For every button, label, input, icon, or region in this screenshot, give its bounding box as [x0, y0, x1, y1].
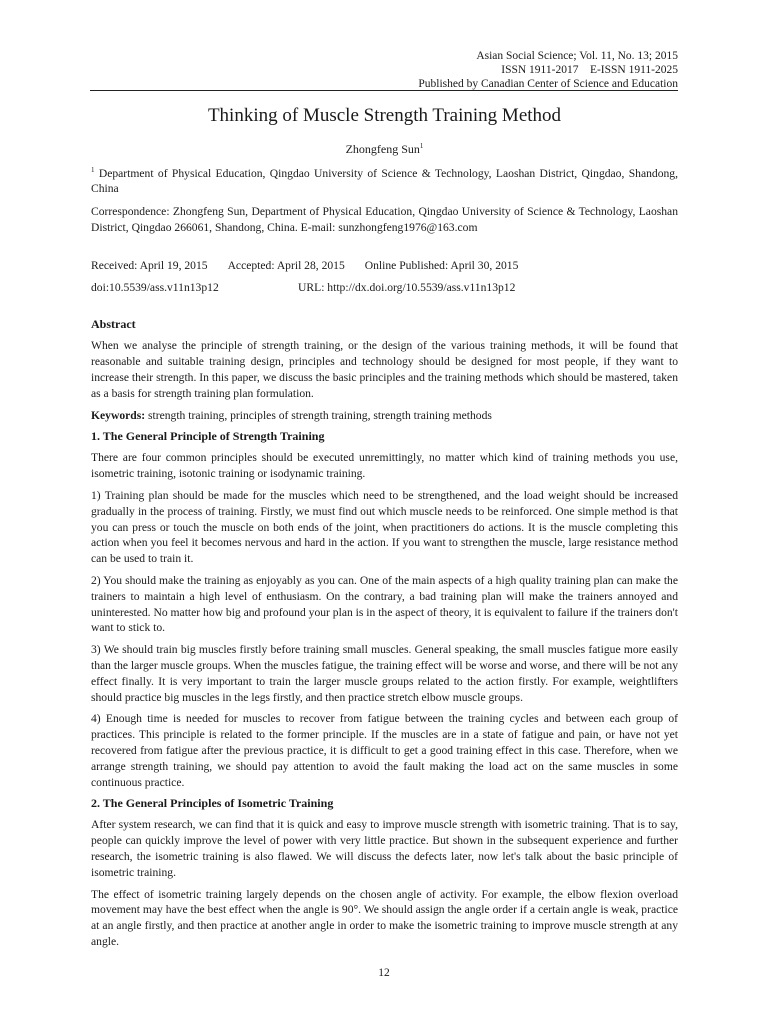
journal-citation: Asian Social Science; Vol. 11, No. 13; 2015: [476, 50, 678, 62]
author-name: Zhongfeng Sun: [345, 142, 420, 156]
received-date: Received: April 19, 2015: [91, 258, 208, 272]
keywords-label: Keywords:: [91, 408, 146, 422]
header-rule: [90, 90, 678, 91]
paper-title: Thinking of Muscle Strength Training Method: [207, 105, 562, 126]
section-1-paragraph: There are four common principles should be executed unremittingly, no matter which kind of training methods you use, isometric training, isotonic training or isodynamic training.: [91, 451, 678, 481]
keywords: [91, 408, 678, 424]
section-1-paragraph: 1) Training plan should be made for the muscles which need to be strengthened, and the load weight should be increased gradually in the process of training. Firstly, we must find out which muscle needs to be reinforced. One simple method is that you can press or touch the muscle on both ends of the joint, when practitioners do actions. It is the muscle completing this action when you feel it becomes nervous and hard in the action. If you want to strengthen the muscle, large resistance method can be used to train it.: [91, 489, 678, 566]
affiliation-superscript: 1: [91, 165, 95, 174]
journal-publisher: Published by Canadian Center of Science and Education: [418, 78, 678, 90]
doi-line: [91, 280, 678, 296]
journal-header: [90, 49, 678, 91]
accepted-date: Accepted: April 28, 2015: [227, 258, 345, 272]
doi-text: doi:10.5539/ass.v11n13p12: [91, 280, 219, 294]
affiliation-text: Department of Physical Education, Qingdao University of Science & Technology, Laoshan District, Qingdao, Shandong, China: [91, 166, 678, 196]
abstract-text: When we analyse the principle of strength training, or the design of the various training methods, it will be found that reasonable and suitable training design, principles and technology should be designed for most people, if they want to increase their strength. In this paper, we discuss the basic principles and the training methods which should be mastered, taken as a basis for strength training plan formulation.: [91, 339, 678, 400]
paper-content: [91, 104, 678, 956]
section-1-heading: 1. The General Principle of Strength Training: [91, 429, 325, 444]
section-1-paragraph: 4) Enough time is needed for muscles to recover from fatigue between the training cycles and between each group of practices. This principle is related to the former principle. If the muscles are in a state of fatigue and pain, or have not yet recovered from fatigue after the previous practice, it is difficult to get a good training effect in this case. Therefore, when we arrange strength training, we should pay attention to avoid the fault making the load act on the same muscles in some continuous practice.: [91, 712, 678, 789]
section-1-paragraph: 3) We should train big muscles firstly before training small muscles. General speaking, the small muscles fatigue more easily than the larger muscle groups. When the muscles fatigue, the training effect will be worse and worse, and there will be not any effect finally. It is very important to train the larger muscle groups related to the action firstly. For example, weightlifters should practice big muscles in the legs firstly, and then practice stretch elbow muscle groups.: [91, 643, 678, 704]
section-2-paragraph: The effect of isometric training largely depends on the chosen angle of activity. For example, the elbow flexion overload movement may have the best effect when the angle is 90°. We should assign the angle order if a certain angle is weak, practice at an angle firstly, and then practice at another angle in order to make the isometric training to improve muscle strength at any angle.: [91, 887, 678, 948]
section-2-heading: 2. The General Principles of Isometric Training: [91, 796, 334, 811]
author-line: [91, 139, 678, 158]
url-link[interactable]: URL: http://dx.doi.org/10.5539/ass.v11n13p12: [298, 280, 516, 294]
author-superscript: 1: [419, 142, 424, 150]
keywords-text: strength training, principles of strength training, strength training methods: [145, 408, 492, 422]
affiliation: [91, 163, 678, 197]
section-2-paragraph: After system research, we can find that it is quick and easy to improve muscle strength with isometric training. That is to say, people can quickly improve the level of power with very little practice. But shown in the subsequent experience and further research, the isometric training is also flawed. We will discuss the defects later, now let's talk about the basic principle of isometric training.: [91, 818, 678, 879]
published-date: Online Published: April 30, 2015: [364, 258, 519, 272]
section-1-paragraph: 2) You should make the training as enjoyably as you can. One of the main aspects of a high quality training plan can make the trainers to maintain a high level of enthusiasm. On the contrary, a bad training plan will make the trainers annoyed and uninterested. No matter how big and profound your plan is in the aspect of theory, it is equivalent to failure if the trainers don't want to stick to.: [91, 574, 678, 635]
dates-line: [91, 258, 678, 274]
abstract-heading: Abstract: [91, 317, 136, 332]
page-number: 12: [378, 967, 390, 979]
journal-issn: ISSN 1911-2017 E-ISSN 1911-2025: [501, 64, 678, 76]
correspondence: Correspondence: Zhongfeng Sun, Department of Physical Education, Qingdao University of Science & Technology, Laoshan District, Qingdao 266061, Shandong, China. E-mail: sunzhongfeng1976@163.com: [91, 205, 678, 235]
